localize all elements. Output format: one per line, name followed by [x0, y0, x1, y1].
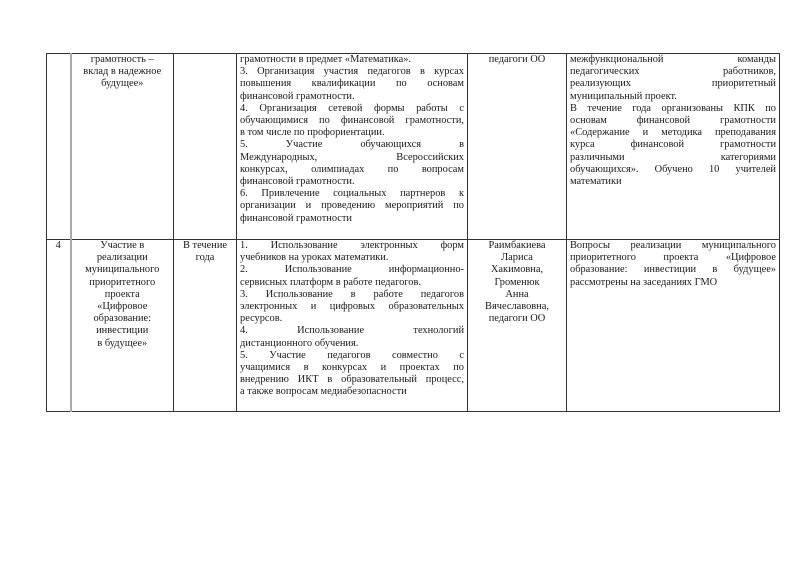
timing-line: В течение [183, 240, 227, 251]
responsible-line: Громенюк [494, 276, 540, 288]
activity-line: учащимися в конкурсах и проектах по [240, 362, 464, 374]
activity-line: финансовой грамотности. [240, 90, 355, 102]
event-line: будущее» [101, 78, 144, 90]
activity-line: повышения квалификации по основам [240, 78, 464, 90]
responsible-line: Вячеславовна, [485, 301, 549, 313]
result-line: рассмотрены на заседаниях ГМО [570, 276, 718, 288]
result-line: межфункциональной команды [570, 54, 776, 65]
event-line: в будущее» [97, 337, 148, 349]
result-line: Вопросы реализации муниципального [570, 240, 776, 251]
event-line: образование: [93, 313, 152, 325]
event-line: грамотность – [90, 54, 154, 65]
activity-line: а также вопросам медиабезопасности [240, 386, 407, 398]
row-number: 4 [55, 240, 61, 251]
event-line: проекта [104, 288, 140, 300]
result-line: курса финансовой грамотности [570, 139, 776, 151]
result-line: педагогических работников, [570, 66, 776, 78]
timing-cell [174, 54, 237, 240]
result-line: различными категориями [570, 151, 776, 163]
activity-line: 3. Использование в работе педагогов [240, 288, 464, 300]
result-line: муниципальный проект. [570, 90, 677, 102]
result-line: В течение года организованы КПК по [570, 102, 776, 114]
responsible-line: Хакимовна, [490, 264, 544, 276]
activities-cell [237, 240, 468, 412]
activity-line: грамотности в предмет «Математика». [240, 54, 412, 65]
activity-line: 5. Участие обучающихся в [240, 139, 464, 151]
event-line: приоритетного [89, 276, 156, 288]
activity-line: ресурсов. [240, 313, 283, 325]
result-line: математики [570, 176, 622, 188]
timing-cell [174, 240, 237, 412]
activity-line: 6. Привлечение социальных партнеров к [240, 188, 464, 200]
activity-line: 4. Организация сетевой формы работы с [240, 102, 464, 114]
activity-line: сервисных платформ в работе педагогов. [240, 276, 421, 288]
result-line: реализующих приоритетный [570, 78, 776, 90]
activity-line: дистанционного обучения. [240, 337, 359, 349]
responsible-line: Раимбакиева [488, 240, 546, 251]
event-line: «Цифровое [97, 301, 148, 313]
activity-line: финансовой грамотности. [240, 176, 355, 188]
results-cell [567, 240, 780, 412]
activity-line: обучающимися по финансовой грамотности, [240, 115, 464, 127]
row-number-cell [47, 240, 71, 412]
responsible-cell [468, 54, 567, 240]
timing-line: года [195, 252, 215, 264]
responsible-line: Лариса [501, 252, 533, 264]
responsible-cell [468, 240, 567, 412]
result-line: обучающихся». Обучено 10 учителей [570, 163, 776, 175]
event-line: инвестиции [96, 325, 149, 337]
result-line: основам финансовой грамотности [570, 115, 776, 127]
responsible-line: педагоги ОО [488, 54, 546, 65]
table-row [47, 54, 780, 240]
activity-line: 1. Использование электронных форм [240, 240, 464, 251]
activity-line: 4. Использование технологий [240, 325, 464, 337]
row-number-cell [47, 54, 71, 240]
responsible-line: педагоги ОО [488, 313, 546, 325]
result-line: приоритетного проекта «Цифровое [570, 252, 776, 264]
event-cell [71, 240, 174, 412]
responsible-line: Анна [505, 288, 529, 300]
activity-line: 3. Организация участия педагогов в курсах [240, 66, 464, 78]
activity-line: 2. Использование информационно- [240, 264, 464, 276]
activity-line: в том числе по профориентации. [240, 127, 385, 139]
activity-line: учебников на уроках математики. [240, 252, 389, 264]
table-row [47, 240, 780, 412]
event-line: вклад в надежное [83, 66, 162, 78]
activity-line: конкурсах, олимпиадах по вопросам [240, 163, 464, 175]
plan-table [46, 53, 780, 412]
event-cell [71, 54, 174, 240]
results-cell [567, 54, 780, 240]
activity-line: 5. Участие педагогов совместно с [240, 349, 464, 361]
activity-line: электронных и цифровых образовательных [240, 301, 464, 313]
activity-line: организации и проведению мероприятий по [240, 200, 464, 212]
event-line: Участие в [100, 240, 145, 251]
result-line: «Содержание и методика преподавания [570, 127, 776, 139]
activity-line: Международных, Всероссийских [240, 151, 464, 163]
result-line: образование: инвестиции в будущее» [570, 264, 776, 276]
event-line: муниципального [85, 264, 160, 276]
activity-line: внедрению ИКТ в образовательный процесс, [240, 374, 464, 386]
activities-cell [237, 54, 468, 240]
activity-line: финансовой грамотности [240, 212, 352, 224]
event-line: реализации [96, 252, 148, 264]
